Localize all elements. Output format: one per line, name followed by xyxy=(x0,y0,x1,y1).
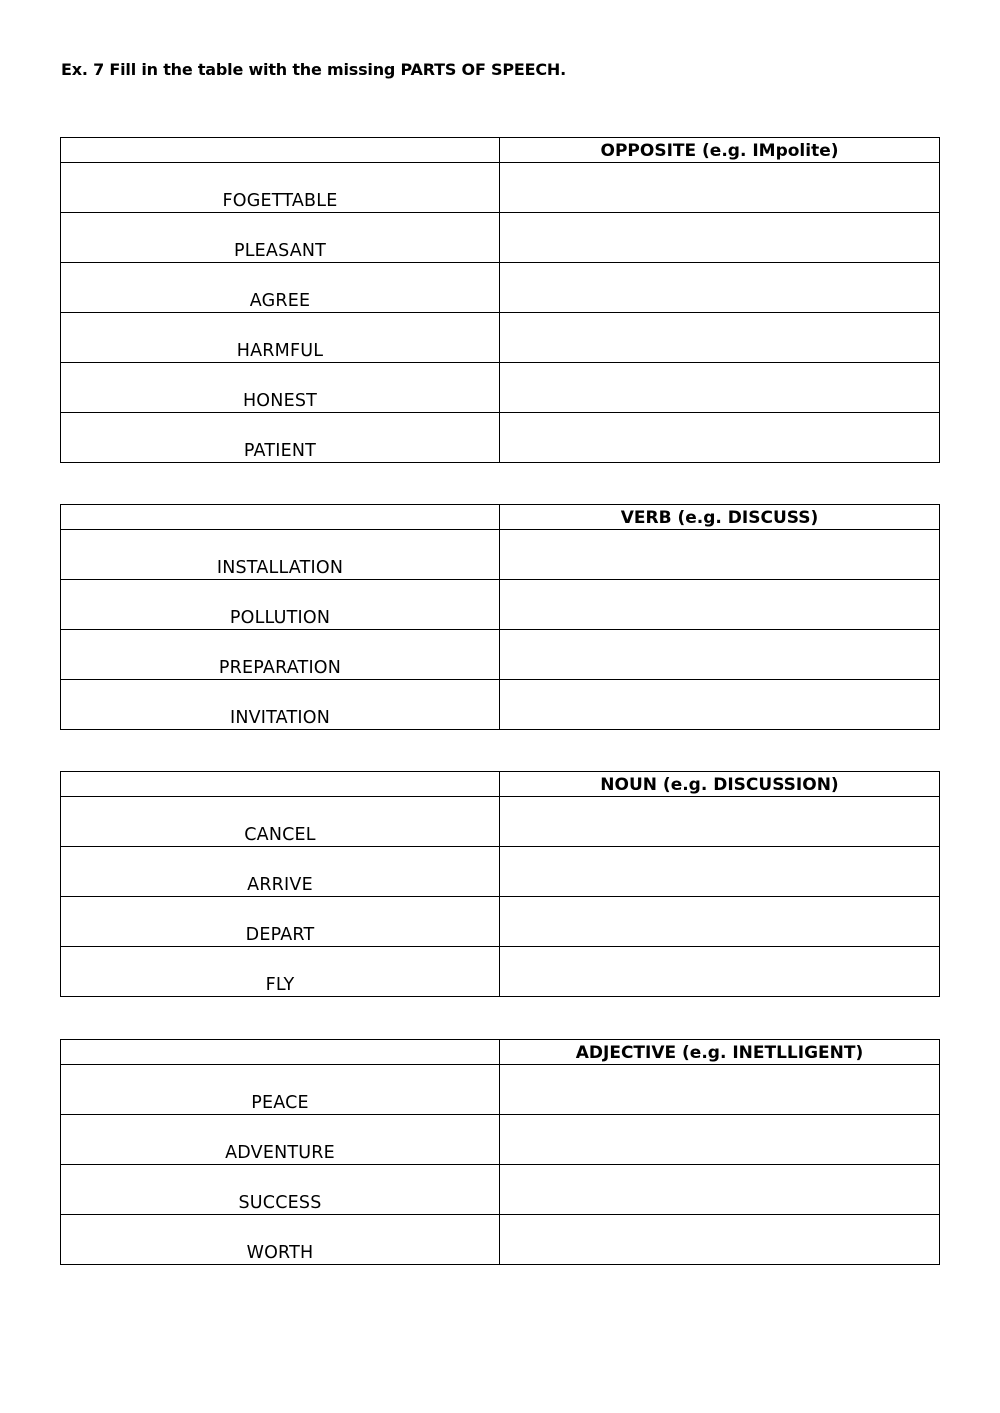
answer-cell[interactable] xyxy=(500,1215,940,1265)
table-header-row xyxy=(61,138,940,163)
opposite-table xyxy=(60,137,940,463)
table-row xyxy=(61,1115,940,1165)
answer-cell[interactable] xyxy=(500,213,940,263)
answer-cell[interactable] xyxy=(500,680,940,730)
column-header: VERB (e.g. DISCUSS) xyxy=(500,505,940,530)
table-header-row xyxy=(61,772,940,797)
table-row xyxy=(61,263,940,313)
word-cell: INSTALLATION xyxy=(61,530,500,580)
word-cell: WORTH xyxy=(61,1215,500,1265)
table-row xyxy=(61,680,940,730)
word-cell: FOGETTABLE xyxy=(61,163,500,213)
header-blank-cell xyxy=(61,772,500,797)
table-row xyxy=(61,947,940,997)
table-row xyxy=(61,797,940,847)
answer-cell[interactable] xyxy=(500,530,940,580)
exercise-title: Ex. 7 Fill in the table with the missing PARTS OF SPEECH. xyxy=(61,60,566,79)
word-cell: PEACE xyxy=(61,1065,500,1115)
answer-cell[interactable] xyxy=(500,1165,940,1215)
answer-cell[interactable] xyxy=(500,413,940,463)
table-row xyxy=(61,630,940,680)
answer-cell[interactable] xyxy=(500,847,940,897)
table-row xyxy=(61,1215,940,1265)
column-header: NOUN (e.g. DISCUSSION) xyxy=(500,772,940,797)
word-cell: INVITATION xyxy=(61,680,500,730)
table-row xyxy=(61,897,940,947)
answer-cell[interactable] xyxy=(500,163,940,213)
column-header: OPPOSITE (e.g. IMpolite) xyxy=(500,138,940,163)
answer-cell[interactable] xyxy=(500,897,940,947)
table-row xyxy=(61,580,940,630)
word-cell: PREPARATION xyxy=(61,630,500,680)
word-cell: FLY xyxy=(61,947,500,997)
answer-cell[interactable] xyxy=(500,1115,940,1165)
noun-table xyxy=(60,771,940,997)
table-row xyxy=(61,530,940,580)
answer-cell[interactable] xyxy=(500,947,940,997)
word-cell: ARRIVE xyxy=(61,847,500,897)
answer-cell[interactable] xyxy=(500,1065,940,1115)
word-cell: PLEASANT xyxy=(61,213,500,263)
table-row xyxy=(61,213,940,263)
table-header-row xyxy=(61,1040,940,1065)
answer-cell[interactable] xyxy=(500,630,940,680)
word-cell: PATIENT xyxy=(61,413,500,463)
header-blank-cell xyxy=(61,138,500,163)
table-row xyxy=(61,1165,940,1215)
word-cell: POLLUTION xyxy=(61,580,500,630)
table-row xyxy=(61,363,940,413)
answer-cell[interactable] xyxy=(500,580,940,630)
table-header-row xyxy=(61,505,940,530)
word-cell: SUCCESS xyxy=(61,1165,500,1215)
table-row xyxy=(61,413,940,463)
table-row xyxy=(61,313,940,363)
column-header: ADJECTIVE (e.g. INETLLIGENT) xyxy=(500,1040,940,1065)
word-cell: DEPART xyxy=(61,897,500,947)
table-row xyxy=(61,1065,940,1115)
header-blank-cell xyxy=(61,505,500,530)
answer-cell[interactable] xyxy=(500,313,940,363)
table-row xyxy=(61,163,940,213)
word-cell: AGREE xyxy=(61,263,500,313)
word-cell: HARMFUL xyxy=(61,313,500,363)
answer-cell[interactable] xyxy=(500,263,940,313)
answer-cell[interactable] xyxy=(500,797,940,847)
word-cell: CANCEL xyxy=(61,797,500,847)
word-cell: ADVENTURE xyxy=(61,1115,500,1165)
adjective-table xyxy=(60,1039,940,1265)
word-cell: HONEST xyxy=(61,363,500,413)
verb-table xyxy=(60,504,940,730)
header-blank-cell xyxy=(61,1040,500,1065)
answer-cell[interactable] xyxy=(500,363,940,413)
table-row xyxy=(61,847,940,897)
